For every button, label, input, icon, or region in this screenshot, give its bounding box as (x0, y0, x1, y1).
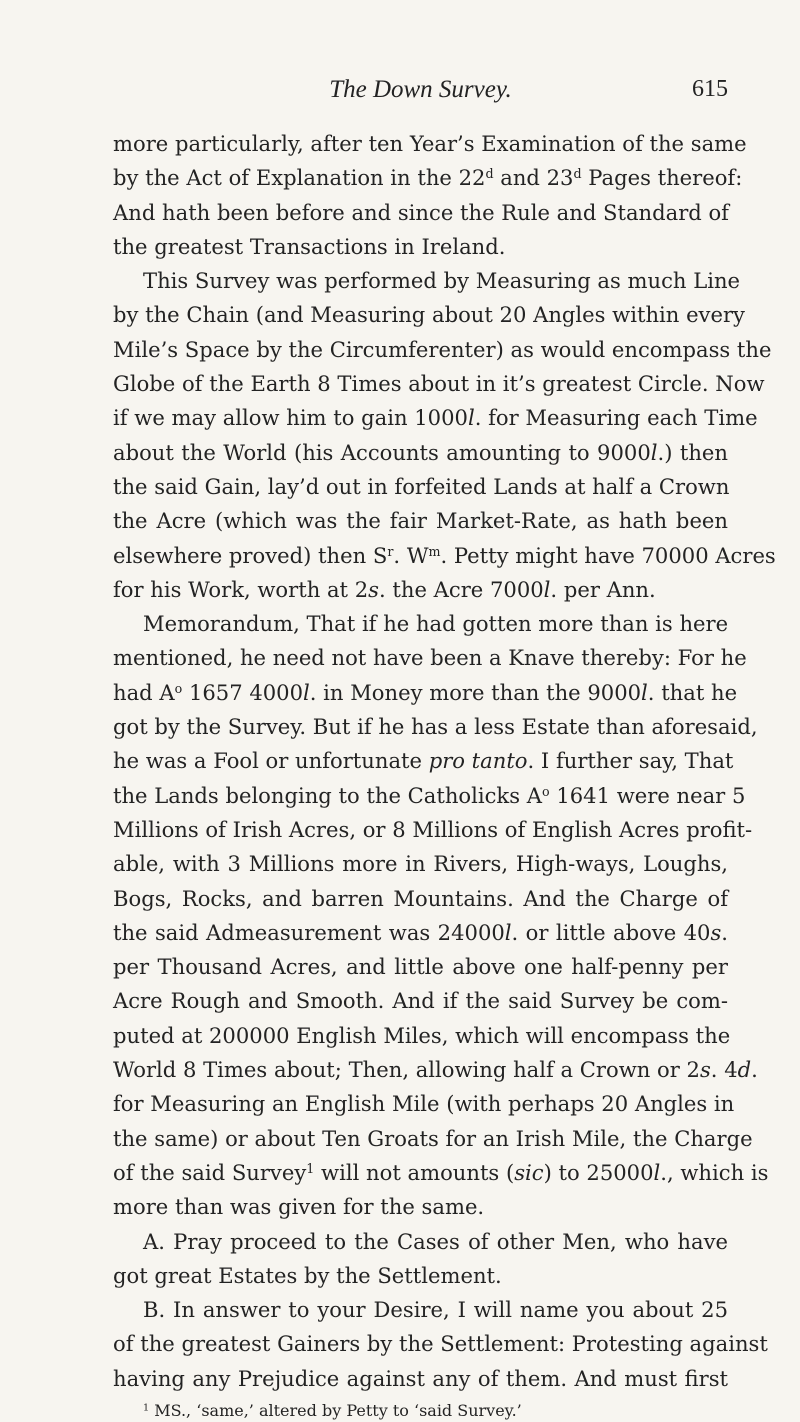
text-line: able, with 3 Millions more in Rivers, High-ways, Loughs, (113, 851, 728, 877)
text-line: of the said Survey$^1$ will not amounts (sic) to 25000l., which is (113, 1159, 769, 1185)
text-line: Bogs, Rocks, and barren Mountains. And the Charge of (113, 885, 728, 911)
text-line: he was a Fool or unfortunate pro tanto. I further say, That (113, 748, 734, 774)
text-line: got great Estates by the Settlement. (113, 1262, 502, 1288)
text-line: And hath been before and since the Rule and Standard of (113, 199, 729, 225)
text-line: the Acre (which was the fair Market-Rate, as hath been (113, 508, 728, 534)
text-line: Mile’s Space by the Circumferenter) as would encompass the (113, 336, 772, 362)
text-line: had $A^o$ 1657 4000l. in Money more than the 9000l. that he (113, 679, 738, 705)
text-line: for his Work, worth at 2s. the Acre 7000l. per Ann. (113, 576, 656, 602)
text-line: elsewhere proved) then $S^r$. $W^m$. Petty might have 70000 Acres (113, 542, 776, 568)
text-line: mentioned, he need not have been a Knave thereby: For he (113, 645, 747, 671)
text-line: puted at 200000 English Miles, which will encompass the (113, 1022, 731, 1048)
text-line: for Measuring an English Mile (with perhaps 20 Angles in (113, 1091, 735, 1117)
text-line: the Lands belonging to the Catholicks $A^o$ 1641 were near 5 (113, 782, 746, 808)
text-line: the same) or about Ten Groats for an Irish Mile, the Charge (113, 1125, 753, 1151)
text-line: by the Act of Explanation in the 22$^d$ and 23$^d$ Pages thereof: (113, 165, 743, 191)
text-line: more particularly, after ten Year’s Examination of the same (113, 131, 747, 156)
text-line: per Thousand Acres, and little above one half-penny per (113, 954, 728, 980)
text-line: the said Gain, lay’d out in forfeited Lands at half a Crown (113, 473, 730, 499)
text-line: the said Admeasurement was 24000l. or little above 40s. (113, 919, 728, 945)
text-line: of the greatest Gainers by the Settlement: Protesting against (113, 1331, 768, 1357)
body-text (113, 127, 776, 1396)
text-line: about the World (his Accounts amounting to 9000l.) then (113, 439, 728, 465)
text-line: World 8 Times about; Then, allowing half a Crown or 2s. 4d. (113, 1057, 758, 1083)
page-number: 615 (692, 76, 728, 102)
text-line: Globe of the Earth 8 Times about in it’s greatest Circle. Now (113, 371, 765, 397)
text-line: if we may allow him to gain 1000l. for Measuring each Time (113, 405, 758, 431)
page-header (113, 76, 728, 116)
footnote: $^1$ MS., ‘same,’ altered by Petty to ‘said Survey.’ (143, 1400, 522, 1420)
text-line: Millions of Irish Acres, or 8 Millions of English Acres profit- (113, 816, 753, 842)
text-line: Memorandum, That if he had gotten more than is here (143, 611, 729, 637)
text-line: This Survey was performed by Measuring as much Line (143, 268, 741, 294)
text-line: Acre Rough and Smooth. And if the said Survey be com- (113, 988, 728, 1014)
text-line: got by the Survey. But if he has a less Estate than aforesaid, (113, 714, 758, 740)
text-line: B. In answer to your Desire, I will name you about 25 (143, 1297, 728, 1323)
page (113, 76, 776, 1422)
text-line: the greatest Transactions in Ireland. (113, 233, 506, 259)
text-line: more than was given for the same. (113, 1194, 485, 1220)
text-line: by the Chain (and Measuring about 20 Angles within every (113, 302, 745, 328)
text-line: A. Pray proceed to the Cases of other Men, who have (143, 1228, 728, 1254)
text-line: having any Prejudice against any of them. And must first (113, 1365, 728, 1391)
running-head: The Down Survey. (329, 76, 512, 103)
